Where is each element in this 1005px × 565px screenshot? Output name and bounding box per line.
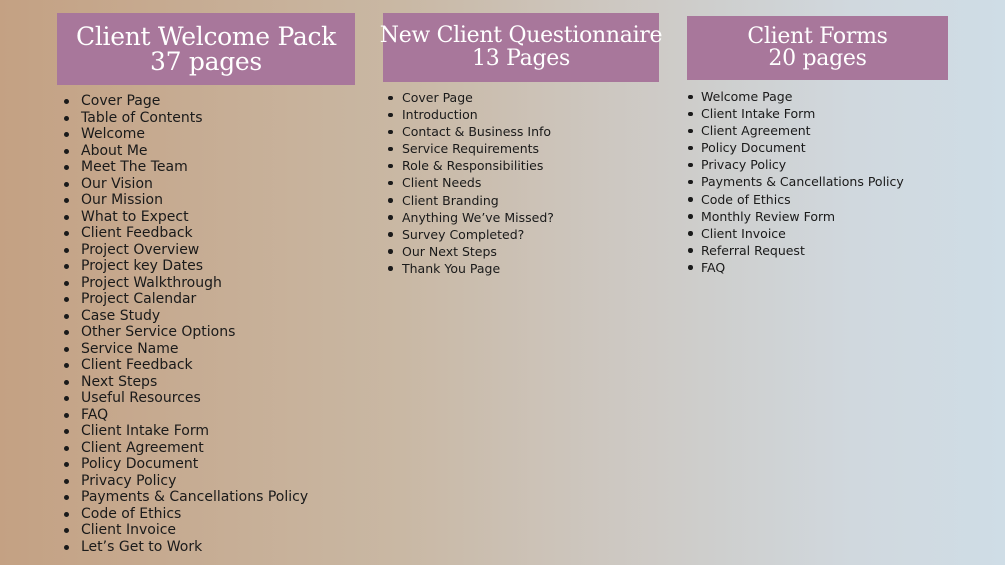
list-item: Code of Ethics <box>57 506 355 523</box>
list-item: FAQ <box>687 259 948 276</box>
list-item: Useful Resources <box>57 390 355 407</box>
column-page-count: 37 pages <box>150 47 262 76</box>
client-forms-header <box>687 16 948 80</box>
list-item: Our Next Steps <box>383 243 659 260</box>
list-item: Client Agreement <box>687 122 948 139</box>
list-item: Monthly Review Form <box>687 208 948 225</box>
client-welcome-pack-list <box>57 93 355 555</box>
list-item: Payments & Cancellations Policy <box>687 173 948 190</box>
list-item: What to Expect <box>57 209 355 226</box>
list-item: Project key Dates <box>57 258 355 275</box>
list-item: Let’s Get to Work <box>57 539 355 556</box>
list-item: FAQ <box>57 407 355 424</box>
list-item: Policy Document <box>57 456 355 473</box>
list-item: Meet The Team <box>57 159 355 176</box>
list-item: Contact & Business Info <box>383 123 659 140</box>
list-item: Client Agreement <box>57 440 355 457</box>
column-title: Client Welcome Pack <box>75 21 336 51</box>
list-item: Service Requirements <box>383 140 659 157</box>
client-welcome-pack-column <box>57 13 355 555</box>
list-item: Survey Completed? <box>383 226 659 243</box>
column-title: New Client Questionnaire <box>379 23 663 49</box>
list-item: Thank You Page <box>383 260 659 277</box>
list-item: Our Mission <box>57 192 355 209</box>
list-item: Project Walkthrough <box>57 275 355 292</box>
list-item: Privacy Policy <box>57 473 355 490</box>
column-page-count: 13 Pages <box>472 45 570 71</box>
column-page-count: 20 pages <box>768 46 867 71</box>
list-item: Table of Contents <box>57 110 355 127</box>
list-item: Introduction <box>383 106 659 123</box>
new-client-questionnaire-header <box>379 13 663 82</box>
list-item: Referral Request <box>687 242 948 259</box>
list-item: Welcome Page <box>687 88 948 105</box>
list-item: Cover Page <box>383 89 659 106</box>
list-item: Cover Page <box>57 93 355 110</box>
list-item: Client Intake Form <box>57 423 355 440</box>
list-item: Client Invoice <box>57 522 355 539</box>
list-item: Welcome <box>57 126 355 143</box>
list-item: Client Branding <box>383 192 659 209</box>
list-item: Payments & Cancellations Policy <box>57 489 355 506</box>
new-client-questionnaire-list <box>383 89 659 277</box>
list-item: Client Feedback <box>57 357 355 374</box>
list-item: Role & Responsibilities <box>383 157 659 174</box>
list-item: Next Steps <box>57 374 355 391</box>
column-title: Client Forms <box>747 23 888 49</box>
list-item: Client Intake Form <box>687 105 948 122</box>
list-item: About Me <box>57 143 355 160</box>
list-item: Policy Document <box>687 139 948 156</box>
list-item: Our Vision <box>57 176 355 193</box>
client-welcome-pack-header <box>57 13 355 85</box>
list-item: Case Study <box>57 308 355 325</box>
list-item: Client Feedback <box>57 225 355 242</box>
list-item: Client Invoice <box>687 225 948 242</box>
list-item: Anything We’ve Missed? <box>383 209 659 226</box>
list-item: Service Name <box>57 341 355 358</box>
new-client-questionnaire-column <box>379 13 663 277</box>
list-item: Project Overview <box>57 242 355 259</box>
client-forms-column <box>687 16 948 276</box>
list-item: Code of Ethics <box>687 191 948 208</box>
list-item: Client Needs <box>383 174 659 191</box>
client-forms-list <box>687 88 948 276</box>
list-item: Other Service Options <box>57 324 355 341</box>
list-item: Privacy Policy <box>687 156 948 173</box>
list-item: Project Calendar <box>57 291 355 308</box>
